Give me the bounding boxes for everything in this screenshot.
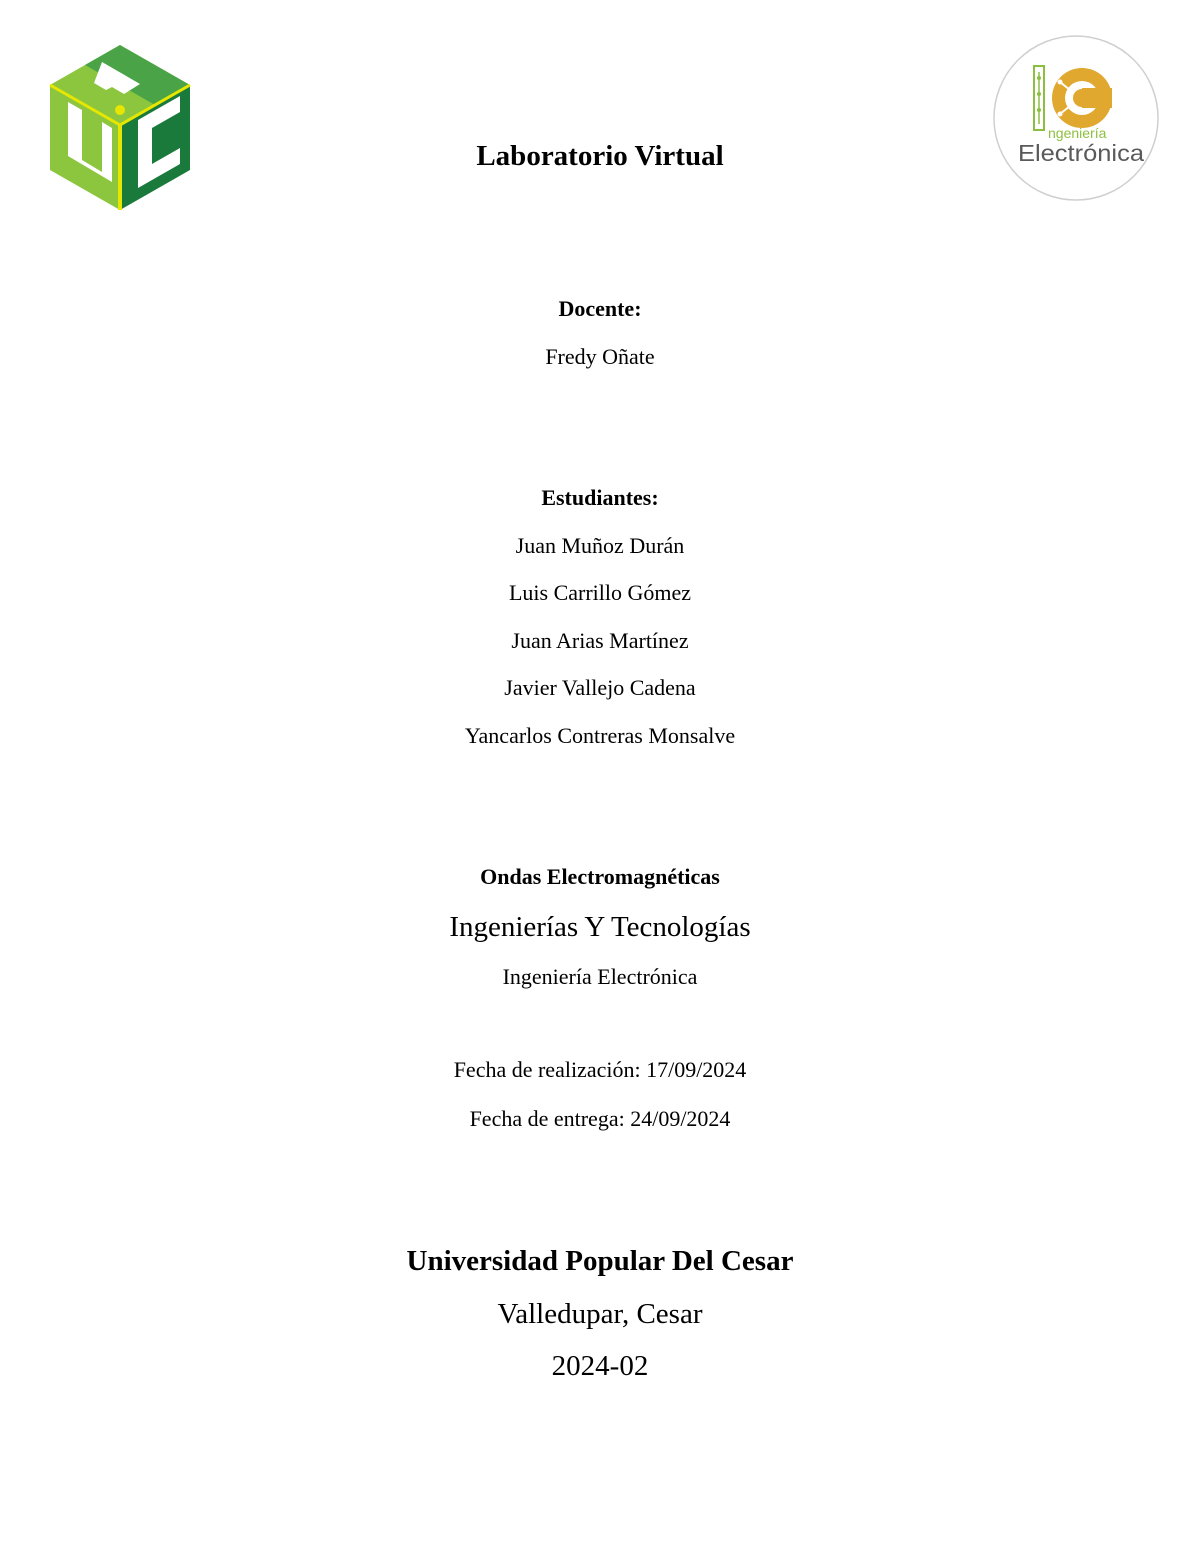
academic-period: 2024-02 xyxy=(551,1350,649,1382)
teacher-label: Docente: xyxy=(558,296,642,321)
course-faculty: Ingenierías Y Tecnologías xyxy=(449,911,751,943)
student-name: Yancarlos Contreras Monsalve xyxy=(464,723,736,748)
student-name: Luis Carrillo Gómez xyxy=(508,580,692,605)
delivery-date: Fecha de entrega: 24/09/2024 xyxy=(469,1106,731,1131)
ingenieria-electronica-logo-icon xyxy=(990,32,1162,204)
university-name: Universidad Popular Del Cesar xyxy=(406,1245,794,1277)
city: Valledupar, Cesar xyxy=(497,1298,703,1330)
upc-logo-icon xyxy=(40,40,200,215)
logo-text-bottom: Electrónica xyxy=(1018,140,1145,166)
student-name: Javier Vallejo Cadena xyxy=(504,675,696,700)
realization-date: Fecha de realización: 17/09/2024 xyxy=(453,1057,747,1082)
logo-text-top: ngeniería xyxy=(1048,125,1107,141)
student-name: Juan Muñoz Durán xyxy=(515,533,685,558)
students-label: Estudiantes: xyxy=(541,485,659,510)
document-title: Laboratorio Virtual xyxy=(476,140,724,172)
course-subject: Ondas Electromagnéticas xyxy=(480,864,720,889)
teacher-name: Fredy Oñate xyxy=(545,344,655,369)
course-program: Ingeniería Electrónica xyxy=(502,964,698,989)
student-name: Juan Arias Martínez xyxy=(511,628,689,653)
